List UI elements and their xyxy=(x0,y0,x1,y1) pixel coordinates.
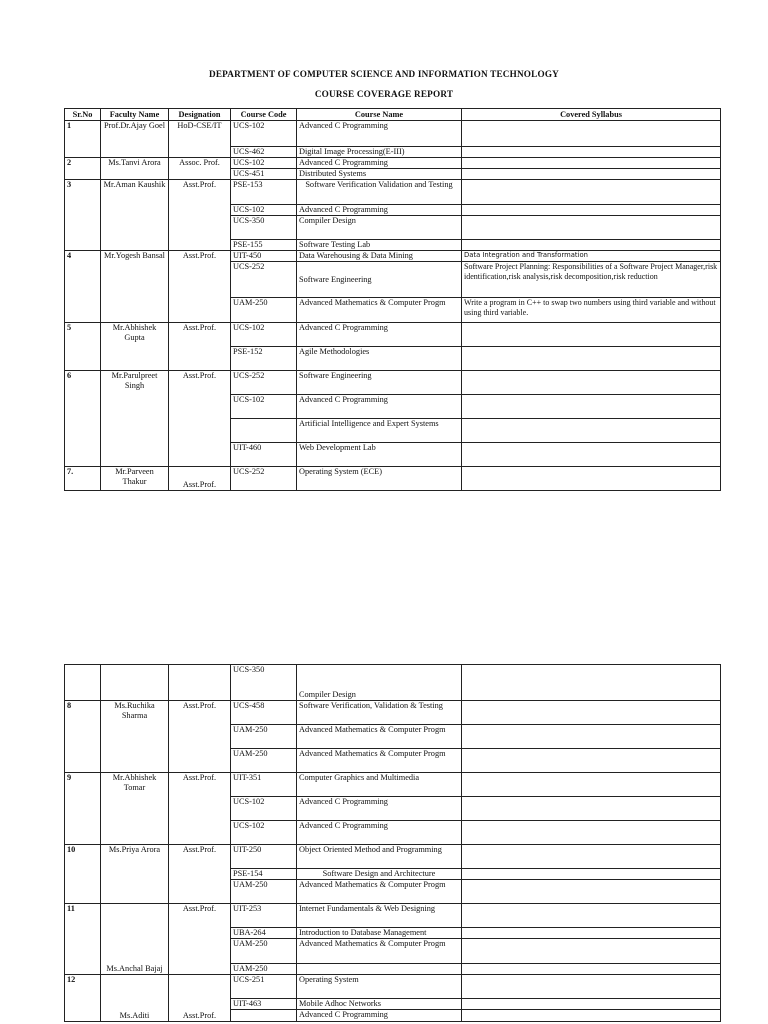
course-name-cell: Advanced Mathematics & Computer Progm xyxy=(297,749,462,773)
course-code-cell: UCS-102 xyxy=(231,205,297,216)
course-name-cell: Introduction to Database Management xyxy=(297,928,462,939)
designation-cell xyxy=(169,665,231,701)
table-row xyxy=(65,323,721,347)
course-name-cell: Advanced C Programming xyxy=(297,158,462,169)
covered-syllabus-cell: Write a program in C++ to swap two numbers using third variable and without using third variable. xyxy=(462,298,721,323)
covered-syllabus-cell xyxy=(462,205,721,216)
faculty-name-cell: Mr.Abhishek Gupta xyxy=(101,323,169,371)
sr-no-cell: 3 xyxy=(65,180,101,251)
course-coverage-table xyxy=(64,108,721,491)
designation-cell: Asst.Prof. xyxy=(169,773,231,845)
covered-syllabus-cell xyxy=(462,869,721,880)
sr-no-cell: 8 xyxy=(65,701,101,773)
table-row xyxy=(65,251,721,262)
course-name-cell: Digital Image Processing(E-III) xyxy=(297,147,462,158)
course-name-cell: Artificial Intelligence and Expert Systems xyxy=(297,419,462,443)
covered-syllabus-cell xyxy=(462,964,721,975)
course-code-cell xyxy=(231,1010,297,1022)
course-name-cell: Advanced Mathematics & Computer Progm xyxy=(297,725,462,749)
faculty-name-cell: Ms.Tanvi Arora xyxy=(101,158,169,180)
covered-syllabus-cell xyxy=(462,821,721,845)
sr-no-cell: 2 xyxy=(65,158,101,180)
course-name-cell: Advanced C Programming xyxy=(297,797,462,821)
course-code-cell: UCS-102 xyxy=(231,323,297,347)
course-code-cell: UAM-250 xyxy=(231,939,297,964)
course-name-cell: Compiler Design xyxy=(297,216,462,240)
course-name-cell: Internet Fundamentals & Web Designing xyxy=(297,904,462,928)
sr-no-cell: 10 xyxy=(65,845,101,904)
covered-syllabus-cell xyxy=(462,939,721,964)
faculty-name-cell: Ms.Anchal Bajaj xyxy=(101,904,169,975)
sr-no-cell: 1 xyxy=(65,121,101,158)
report-subtitle: COURSE COVERAGE REPORT xyxy=(314,89,454,99)
covered-syllabus-cell xyxy=(462,880,721,904)
course-code-cell: UAM-250 xyxy=(231,749,297,773)
faculty-name-cell: Ms.Aditi xyxy=(101,975,169,1022)
covered-syllabus-cell xyxy=(462,169,721,180)
course-code-cell: PSE-152 xyxy=(231,347,297,371)
covered-syllabus-cell xyxy=(462,904,721,928)
course-code-cell: UAM-250 xyxy=(231,725,297,749)
course-name-cell: Software Verification Validation and Testing xyxy=(297,180,462,205)
table-row xyxy=(65,845,721,869)
covered-syllabus-cell xyxy=(462,240,721,251)
designation-cell: Asst.Prof. xyxy=(169,701,231,773)
covered-syllabus-cell xyxy=(462,147,721,158)
table-row xyxy=(65,180,721,205)
col-header-srno: Sr.No xyxy=(65,109,101,121)
course-code-cell: PSE-154 xyxy=(231,869,297,880)
course-name-cell: Object Oriented Method and Programming xyxy=(297,845,462,869)
course-code-cell: UAM-250 xyxy=(231,298,297,323)
course-name-cell: Advanced Mathematics & Computer Progm xyxy=(297,880,462,904)
course-code-cell: UIT-450 xyxy=(231,251,297,262)
covered-syllabus-cell xyxy=(462,216,721,240)
sr-no-cell: 6 xyxy=(65,371,101,467)
course-name-cell xyxy=(297,964,462,975)
table-row xyxy=(65,371,721,395)
sr-no-cell xyxy=(65,665,101,701)
course-name-cell: Advanced C Programming xyxy=(297,205,462,216)
designation-cell: Asst.Prof. xyxy=(169,180,231,251)
course-code-cell: UCS-451 xyxy=(231,169,297,180)
col-header-course-name: Course Name xyxy=(297,109,462,121)
table-row xyxy=(65,121,721,147)
sr-no-cell: 4 xyxy=(65,251,101,323)
table-row xyxy=(65,158,721,169)
sr-no-cell: 12 xyxy=(65,975,101,1022)
course-code-cell: UIT-253 xyxy=(231,904,297,928)
faculty-name-cell xyxy=(101,665,169,701)
col-header-designation: Designation xyxy=(169,109,231,121)
designation-cell: Asst.Prof. xyxy=(169,845,231,904)
covered-syllabus-cell xyxy=(462,797,721,821)
course-name-cell: Operating System (ECE) xyxy=(297,467,462,491)
sr-no-cell: 5 xyxy=(65,323,101,371)
covered-syllabus-cell xyxy=(462,1010,721,1022)
designation-cell: Asst.Prof. xyxy=(169,467,231,491)
covered-syllabus-cell xyxy=(462,928,721,939)
table-row xyxy=(65,665,721,701)
faculty-name-cell: Ms.Priya Arora xyxy=(101,845,169,904)
covered-syllabus-cell xyxy=(462,121,721,147)
designation-cell: Asst.Prof. xyxy=(169,904,231,975)
course-name-cell: Advanced C Programming xyxy=(297,1010,462,1022)
course-name-cell: Mobile Adhoc Networks xyxy=(297,999,462,1010)
course-name-cell: Advanced Mathematics & Computer Progm xyxy=(297,939,462,964)
course-code-cell: UCS-102 xyxy=(231,121,297,147)
course-name-cell: Advanced C Programming xyxy=(297,121,462,147)
table-row xyxy=(65,467,721,491)
covered-syllabus-cell xyxy=(462,180,721,205)
course-code-cell: UCS-252 xyxy=(231,262,297,298)
col-header-faculty-name: Faculty Name xyxy=(101,109,169,121)
course-name-cell: Advanced Mathematics & Computer Progm xyxy=(297,298,462,323)
course-name-cell: Software Design and Architecture xyxy=(297,869,462,880)
course-code-cell: PSE-155 xyxy=(231,240,297,251)
course-code-cell: UCS-251 xyxy=(231,975,297,999)
course-code-cell: UIT-250 xyxy=(231,845,297,869)
course-name-cell: Advanced C Programming xyxy=(297,323,462,347)
faculty-name-cell: Mr.Abhishek Tomar xyxy=(101,773,169,845)
faculty-name-cell: Prof.Dr.Ajay Goel xyxy=(101,121,169,158)
covered-syllabus-cell xyxy=(462,419,721,443)
table-header-row xyxy=(65,109,721,121)
table-row xyxy=(65,904,721,928)
designation-cell: Assoc. Prof. xyxy=(169,158,231,180)
course-code-cell: UIT-463 xyxy=(231,999,297,1010)
designation-cell: Asst.Prof. xyxy=(169,251,231,323)
designation-cell: Asst.Prof. xyxy=(169,323,231,371)
table-row xyxy=(65,701,721,725)
course-name-cell: Advanced C Programming xyxy=(297,821,462,845)
course-name-cell: Operating System xyxy=(297,975,462,999)
covered-syllabus-cell xyxy=(462,158,721,169)
designation-cell: Asst.Prof. xyxy=(169,371,231,467)
course-name-cell: Data Warehousing & Data Mining xyxy=(297,251,462,262)
report-department-title: DEPARTMENT OF COMPUTER SCIENCE AND INFORMATION TECHNOLOGY xyxy=(208,69,559,79)
covered-syllabus-cell xyxy=(462,773,721,797)
course-code-cell: UCS-350 xyxy=(231,665,297,701)
course-name-cell: Distributed Systems xyxy=(297,169,462,180)
col-header-covered-syllabus: Covered Syllabus xyxy=(462,109,721,121)
course-code-cell xyxy=(231,419,297,443)
course-code-cell: UAM-250 xyxy=(231,880,297,904)
course-code-cell: UCS-350 xyxy=(231,216,297,240)
covered-syllabus-cell xyxy=(462,665,721,701)
course-code-cell: UAM-250 xyxy=(231,964,297,975)
covered-syllabus-cell xyxy=(462,443,721,467)
covered-syllabus-cell xyxy=(462,999,721,1010)
course-name-cell: Software Engineering xyxy=(297,262,462,298)
covered-syllabus-cell xyxy=(462,725,721,749)
course-code-cell: UCS-252 xyxy=(231,467,297,491)
faculty-name-cell: Mr.Aman Kaushik xyxy=(101,180,169,251)
course-code-cell: UCS-102 xyxy=(231,395,297,419)
covered-syllabus-cell: Software Project Planning: Responsibilities of a Software Project Manager,risk identification,risk analysis,risk decomposition,risk reduction xyxy=(462,262,721,298)
course-code-cell: UBA-264 xyxy=(231,928,297,939)
table-row xyxy=(65,773,721,797)
faculty-name-cell: Ms.Ruchika Sharma xyxy=(101,701,169,773)
covered-syllabus-cell: Data Integration and Transformation xyxy=(462,251,721,262)
covered-syllabus-cell xyxy=(462,371,721,395)
covered-syllabus-cell xyxy=(462,701,721,725)
designation-cell: HoD-CSE/IT xyxy=(169,121,231,158)
course-code-cell: UIT-460 xyxy=(231,443,297,467)
course-name-cell: Software Verification, Validation & Testing xyxy=(297,701,462,725)
covered-syllabus-cell xyxy=(462,749,721,773)
designation-cell: Asst.Prof. xyxy=(169,975,231,1022)
course-code-cell: UCS-102 xyxy=(231,158,297,169)
table-row xyxy=(65,975,721,999)
course-code-cell: UIT-351 xyxy=(231,773,297,797)
faculty-name-cell: Mr.Parveen Thakur xyxy=(101,467,169,491)
course-code-cell: UCS-102 xyxy=(231,797,297,821)
covered-syllabus-cell xyxy=(462,845,721,869)
faculty-name-cell: Mr.Parulpreet Singh xyxy=(101,371,169,467)
course-code-cell: UCS-252 xyxy=(231,371,297,395)
course-name-cell: Compiler Design xyxy=(297,665,462,701)
faculty-name-cell: Mr.Yogesh Bansal xyxy=(101,251,169,323)
course-name-cell: Web Development Lab xyxy=(297,443,462,467)
course-name-cell: Agile Methodologies xyxy=(297,347,462,371)
course-name-cell: Advanced C Programming xyxy=(297,395,462,419)
covered-syllabus-cell xyxy=(462,395,721,419)
course-code-cell: UCS-102 xyxy=(231,821,297,845)
course-name-cell: Software Engineering xyxy=(297,371,462,395)
covered-syllabus-cell xyxy=(462,347,721,371)
covered-syllabus-cell xyxy=(462,323,721,347)
covered-syllabus-cell xyxy=(462,975,721,999)
course-name-cell: Computer Graphics and Multimedia xyxy=(297,773,462,797)
sr-no-cell: 9 xyxy=(65,773,101,845)
course-code-cell: PSE-153 xyxy=(231,180,297,205)
course-name-cell: Software Testing Lab xyxy=(297,240,462,251)
sr-no-cell: 7. xyxy=(65,467,101,491)
course-coverage-table-continued xyxy=(64,664,721,1022)
course-code-cell: UCS-458 xyxy=(231,701,297,725)
course-code-cell: UCS-462 xyxy=(231,147,297,158)
covered-syllabus-cell xyxy=(462,467,721,491)
col-header-course-code: Course Code xyxy=(231,109,297,121)
sr-no-cell: 11 xyxy=(65,904,101,975)
